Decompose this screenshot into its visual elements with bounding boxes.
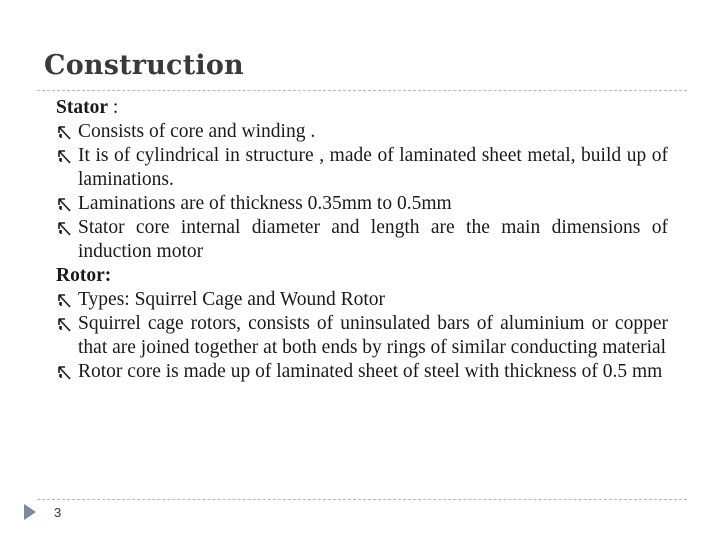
stator-item-text: It is of cylindrical in structure , made of laminated sheet metal, build up of laminations. xyxy=(78,145,668,190)
slide-title: Construction xyxy=(44,50,244,81)
stator-heading-text: Stator xyxy=(56,97,108,118)
stator-bullet xyxy=(56,192,668,216)
diagonal-arrow-icon xyxy=(56,197,72,213)
stator-item-text: Stator core internal diameter and length are the main dimensions of induction motor xyxy=(78,217,668,262)
stator-item-text: Consists of core and winding . xyxy=(78,121,316,142)
rotor-heading: Rotor: xyxy=(56,265,112,286)
footer-divider xyxy=(37,499,687,500)
rotor-item-text: Types: Squirrel Cage and Wound Rotor xyxy=(78,289,386,310)
diagonal-arrow-icon xyxy=(56,221,72,237)
diagonal-arrow-icon xyxy=(56,149,72,165)
rotor-bullet xyxy=(56,360,668,384)
slide-content xyxy=(56,96,668,384)
rotor-item-text: Rotor core is made up of laminated sheet of steel with thickness of 0.5 mm xyxy=(78,361,663,382)
rotor-bullet xyxy=(56,312,668,360)
rotor-bullet xyxy=(56,288,668,312)
title-divider xyxy=(37,90,687,91)
stator-bullet xyxy=(56,144,668,192)
diagonal-arrow-icon xyxy=(56,293,72,309)
stator-item-text: Laminations are of thickness 0.35mm to 0.5mm xyxy=(78,193,452,214)
diagonal-arrow-icon xyxy=(56,365,72,381)
stator-heading xyxy=(56,96,668,120)
stator-bullet xyxy=(56,120,668,144)
stator-heading-colon: : xyxy=(108,97,119,118)
page-number: 3 xyxy=(54,505,62,520)
diagonal-arrow-icon xyxy=(56,317,72,333)
rotor-item-text: Squirrel cage rotors, consists of uninsulated bars of aluminium or copper that are joined together at both ends by rings of similar conducting material xyxy=(78,313,668,358)
stator-bullet xyxy=(56,216,668,264)
footer-triangle-icon xyxy=(24,504,36,520)
diagonal-arrow-icon xyxy=(56,125,72,141)
